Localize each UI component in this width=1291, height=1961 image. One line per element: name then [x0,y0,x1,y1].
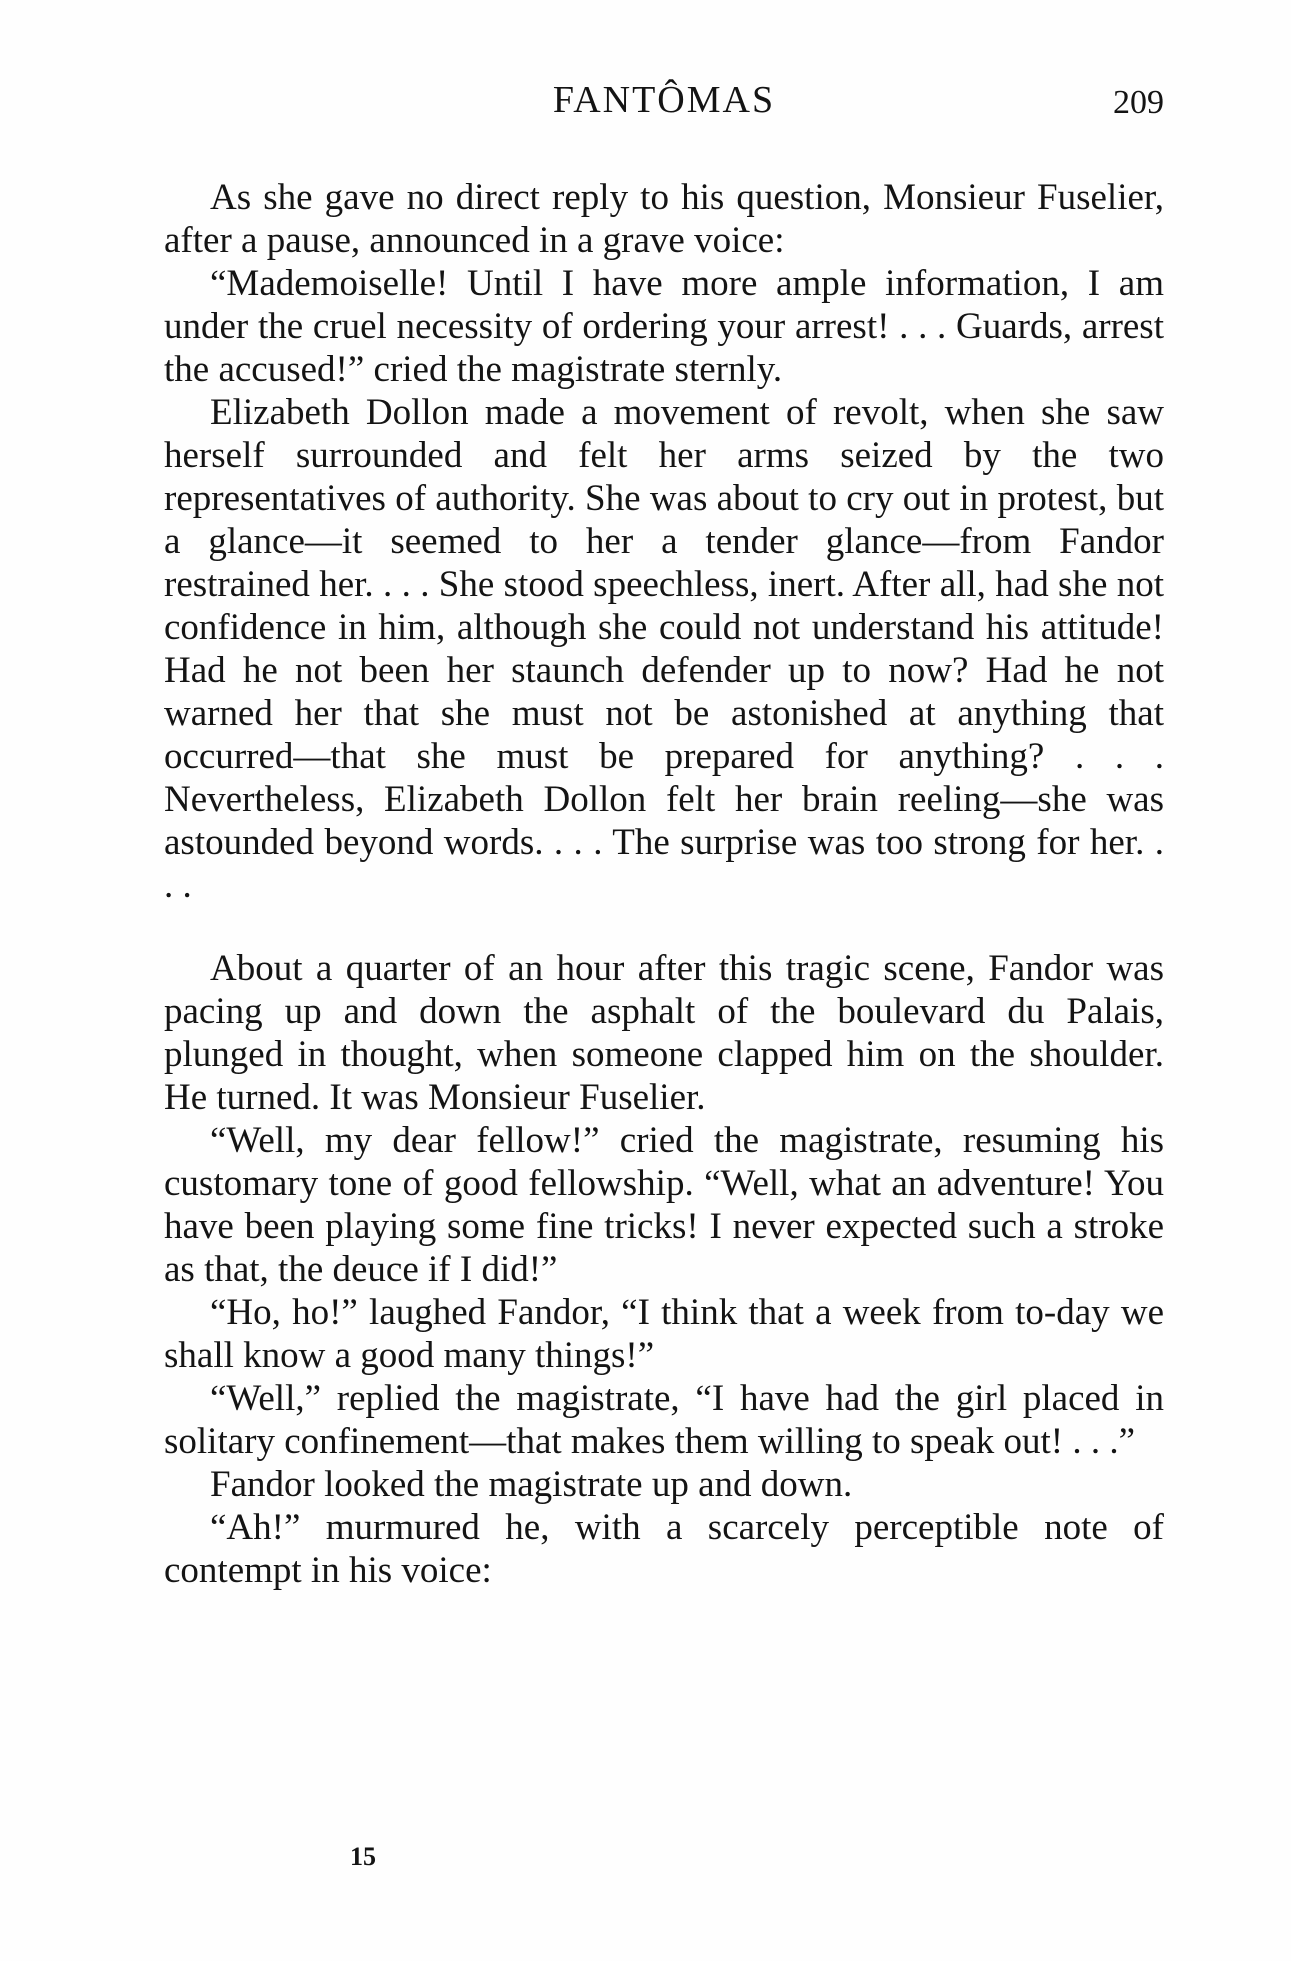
paragraph: Fandor looked the magistrate up and down. [210,1464,853,1505]
body-text [164,176,1164,1592]
signature-mark: 15 [350,1842,376,1871]
paragraph: About a quarter of an hour after this tragic scene, Fandor was pacing up and down the asphalt of the boulevard du Palais, plunged in thought, when someone clapped him on the shoulder. He turned. It was Monsieur Fuselier. [164,948,1164,1118]
paragraph: As she gave no direct reply to his question, Monsieur Fuselier, after a pause, announced in a grave voice: [164,177,1164,261]
paragraph: “Well, my dear fellow!” cried the magistrate, resuming his customary tone of good fellowship. “Well, what an adventure! You have been playing some fine tricks! I never expected such a stroke as that, the deuce if I did!” [164,1120,1164,1290]
paragraph: “Ho, ho!” laughed Fandor, “I think that a week from to-day we shall know a good many things!” [164,1292,1164,1376]
running-head [164,78,1164,128]
running-title: FANTÔMAS [552,79,776,121]
paragraph: Elizabeth Dollon made a movement of revolt, when she saw herself surrounded and felt her arms seized by the two representatives of authority. She was about to cry out in protest, but a glance—it seemed to her a tender glance—from Fandor restrained her. . . . She stood speechless, inert. After all, had she not confidence in him, although she could not understand his attitude! Had he not been her staunch defender up to now? Had he not warned her that she must not be astonished at anything that occurred—that she must be prepared for anything? . . . Nevertheless, Elizabeth Dollon felt her brain reeling—she was astounded beyond words. . . . The surprise was too strong for her. . . . [164,392,1164,906]
paragraph: “Mademoiselle! Until I have more ample information, I am under the cruel necessity of ordering your arrest! . . . Guards, arrest the accused!” cried the magistrate sternly. [164,263,1164,390]
page-number: 209 [1113,84,1164,121]
paragraph: “Well,” replied the magistrate, “I have had the girl placed in solitary confinement—that makes them willing to speak out! . . .” [164,1378,1164,1462]
section-break [164,907,1164,947]
paragraph: “Ah!” murmured he, with a scarcely perceptible note of contempt in his voice: [164,1507,1164,1591]
